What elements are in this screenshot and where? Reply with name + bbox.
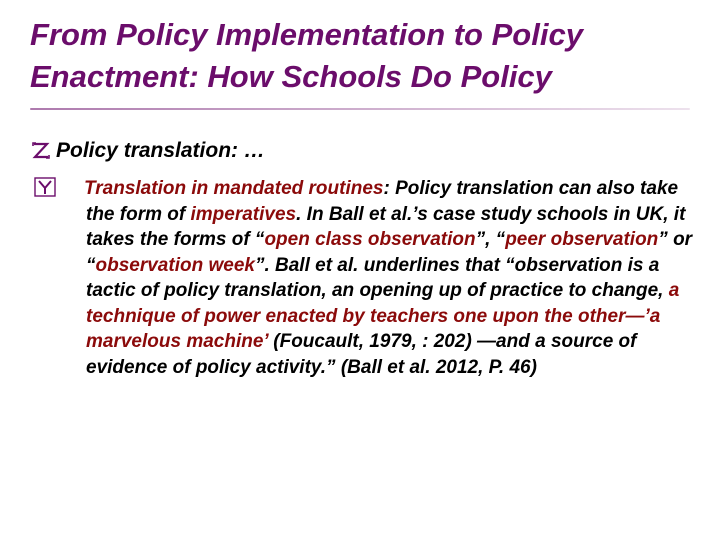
title-divider <box>30 108 690 110</box>
title-line-1: From Policy Implementation to Policy <box>30 17 583 52</box>
bullet-level-2 <box>60 176 700 380</box>
bullet2-paragraph <box>60 176 700 380</box>
emphasis-text: a technique of power enacted by teachers one upon the other—’a marvelous machine’ <box>86 280 680 352</box>
bullet2-text <box>84 178 692 378</box>
z-bullet-icon <box>30 139 52 161</box>
body-text-segment: (Foucault, 1979, : 202) —and a source of evidence of policy activity.” (Ball et al. 2012, P. 46) <box>86 331 637 378</box>
body-text-segment: ”. Ball et al. underlines that “observation is a tactic of policy translation, an opening up of practice to change, <box>86 254 669 301</box>
body-text-segment: ”, “ <box>475 229 506 250</box>
y-bullet-icon <box>60 177 82 197</box>
bullet1-text: Policy translation: … <box>56 139 265 162</box>
emphasis-text: Translation in mandated routines <box>84 178 384 199</box>
bullet-level-1 <box>30 138 690 164</box>
emphasis-text: peer observation <box>505 229 659 250</box>
emphasis-text: imperatives <box>190 203 297 225</box>
emphasis-text: observation week <box>95 254 255 276</box>
body-text-segment: : Policy translation can also take the form of <box>86 178 679 225</box>
slide-title <box>30 14 700 98</box>
title-line-2: Enactment: How Schools Do Policy <box>30 59 552 94</box>
emphasis-text: open class observation <box>264 229 476 250</box>
body-text-segment: . In Ball et al.’s case study schools in UK, it takes the forms of “ <box>86 203 686 250</box>
body-text-segment: ” or “ <box>86 229 693 276</box>
